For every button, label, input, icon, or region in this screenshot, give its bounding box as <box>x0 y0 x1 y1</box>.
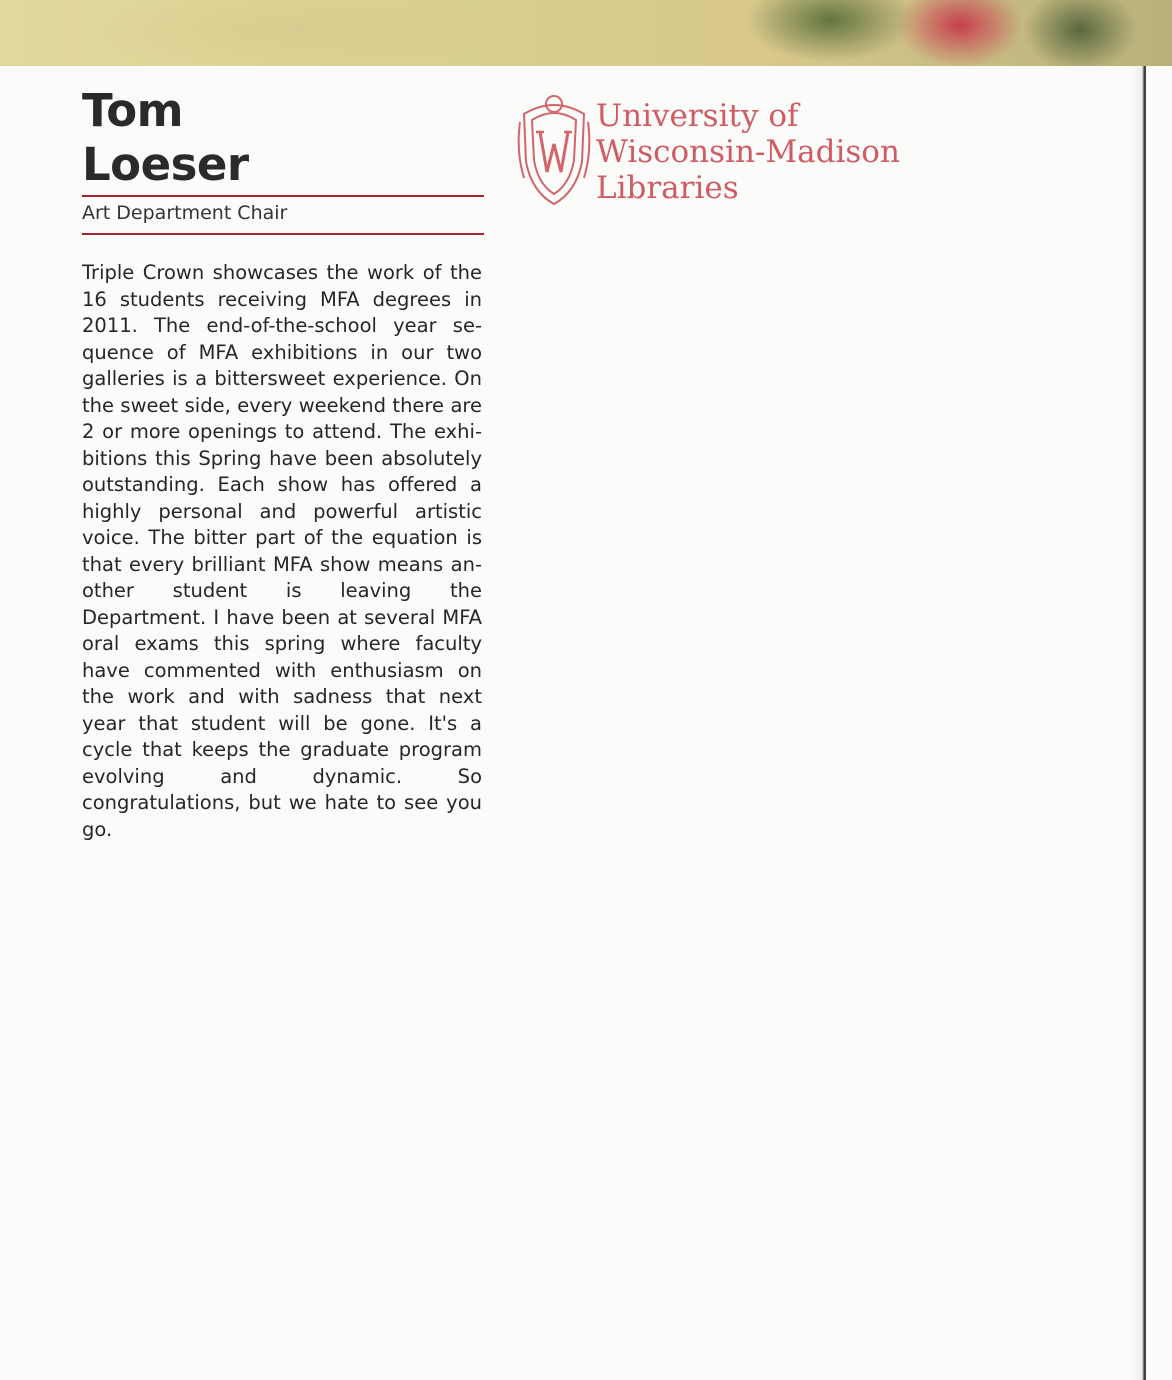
author-name <box>82 84 484 192</box>
university-crest-icon <box>516 92 592 208</box>
title-divider-top <box>82 195 484 197</box>
decorative-top-band <box>0 0 1172 66</box>
author-last-name: Loeser <box>82 138 249 191</box>
author-role: Art Department Chair <box>82 202 288 224</box>
stamp-line-university: University of <box>596 98 799 134</box>
author-first-name: Tom <box>82 84 184 137</box>
page-fold-shadow <box>1130 66 1142 1380</box>
stamp-line-libraries: Libraries <box>596 170 739 206</box>
library-stamp <box>516 92 916 212</box>
stamp-line-wisconsin-madison: Wisconsin-Madison <box>596 134 900 170</box>
page-edge <box>1142 66 1146 1380</box>
body-paragraph: Triple Crown showcases the work of the 16 students receiving MFA degrees in 2011. The end-of-the-school year sequence of MFA exhibitions in our two galleries is a bittersweet experience. On the sweet side, every weekend there are 2 or more openings to attend. The exhibitions this Spring have been absolutely outstanding. Each show has offered a highly personal and powerful artistic voice. The bitter part of the equation is that every brilliant MFA show means another student is leaving the Department. I have been at several MFA oral exams this spring where faculty have commented with enthusiasm on the work and with sadness that next year that student will be gone. It's a cycle that keeps the graduate program evolving and dynamic. So congratulations, but we hate to see you go. <box>82 261 482 841</box>
title-divider-bottom <box>82 233 484 235</box>
